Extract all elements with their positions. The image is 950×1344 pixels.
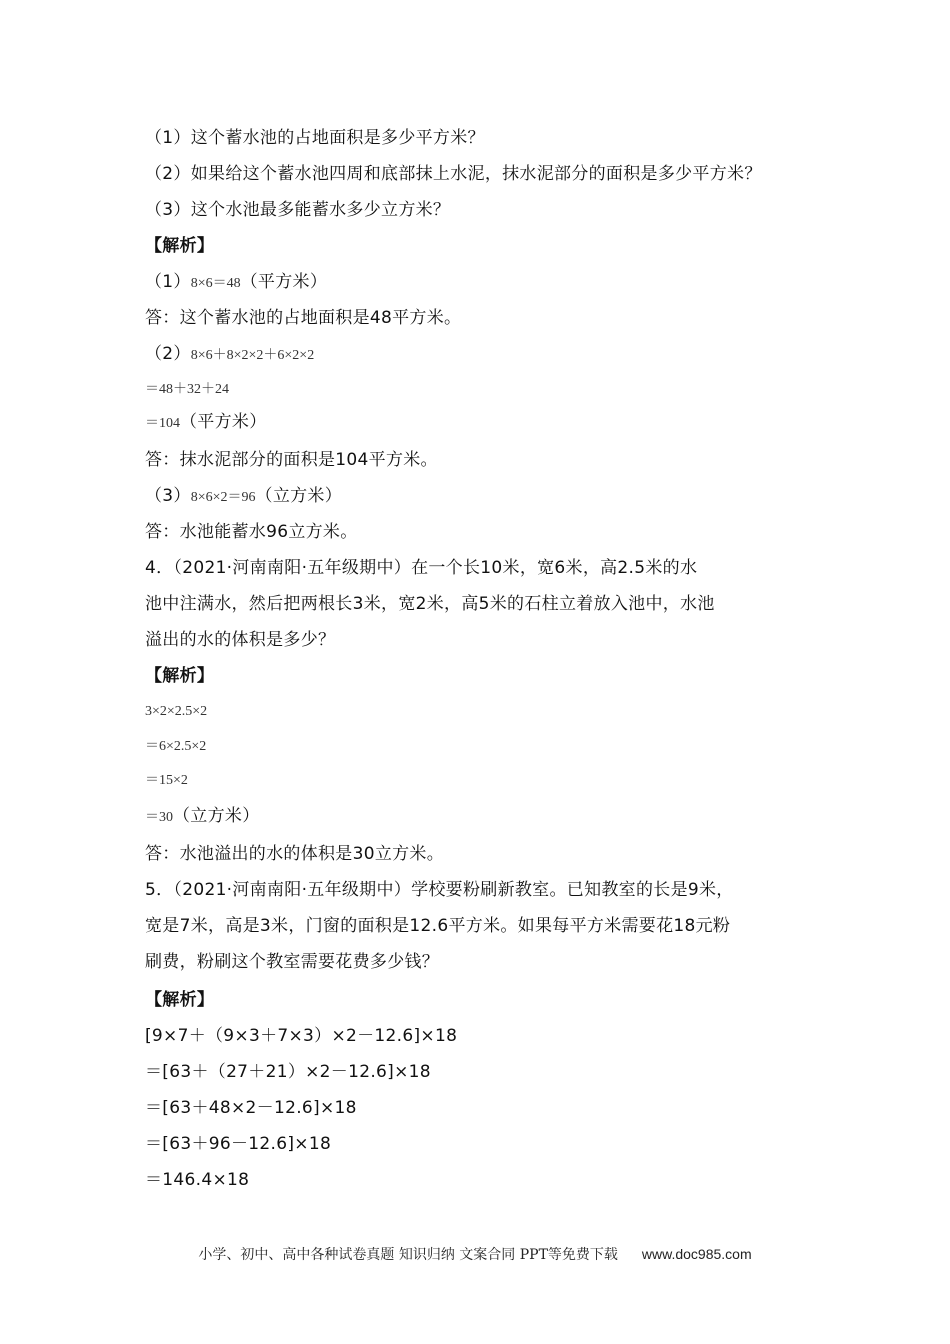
solution-label: （3） [145,486,191,506]
solution-2-result [145,410,267,436]
analysis-heading: 【解析】 [145,990,215,1010]
footer-link[interactable]: www.doc985.com [641,1246,752,1262]
unit-label: （平方米） [180,412,267,432]
solution-1 [145,270,327,296]
solution-3 [145,484,342,510]
question-2: （2）如果给这个蓄水池四周和底部抹上水泥，抹水泥部分的面积是多少平方米？ [145,164,762,184]
math-expression: 8×6×2＝96 [190,490,256,505]
math-expression: ＝6×2.5×2 [145,739,207,754]
problem-5-step-5: ＝146.4×18 [145,1170,250,1190]
answer-3: 答：水池能蓄水96立方米。 [145,522,358,542]
math-expression: ＝48＋32＋24 [145,382,229,397]
problem-5-step-1: [9×7＋（9×3＋7×3）×2－12.6]×18 [145,1026,458,1046]
solution-label: （2） [145,344,191,364]
unit-label: （平方米） [240,272,328,292]
problem-4-step-3 [145,767,188,793]
solution-2 [145,342,314,368]
math-expression: ＝104 [145,416,180,431]
page-footer [0,1244,950,1264]
problem-4-line-3: 溢出的水的体积是多少？ [145,630,336,650]
problem-5-line-3: 刷费，粉刷这个教室需要花费多少钱？ [145,952,440,972]
solution-label: （1） [145,272,191,292]
problem-5-step-4: ＝[63＋96－12.6]×18 [145,1134,332,1154]
analysis-heading: 【解析】 [145,666,215,686]
unit-label: （立方米） [173,806,260,826]
solution-2-step [145,376,229,402]
problem-5-line-2: 宽是7米，高是3米，门窗的面积是12.6平方米。如果每平方米需要花18元粉 [145,916,731,936]
unit-label: （立方米） [255,486,343,506]
problem-4-line-2: 池中注满水，然后把两根长3米，宽2米，高5米的石柱立着放入池中，水池 [145,594,715,614]
math-expression: ＝15×2 [145,773,188,788]
problem-5-step-3: ＝[63＋48×2－12.6]×18 [145,1098,357,1118]
question-1: （1）这个蓄水池的占地面积是多少平方米？ [145,128,485,148]
math-expression: ＝30 [145,810,173,825]
analysis-heading: 【解析】 [145,236,215,256]
problem-5-step-2: ＝[63＋（27＋21）×2－12.6]×18 [145,1062,431,1082]
answer-1: 答：这个蓄水池的占地面积是48平方米。 [145,308,462,328]
problem-4-step-1 [145,698,207,724]
answer-4: 答：水池溢出的水的体积是30立方米。 [145,844,445,864]
footer-text: 小学、初中、高中各种试卷真题 知识归纳 文案合同 PPT等免费下载 [198,1247,618,1263]
math-expression: 8×6＋8×2×2＋6×2×2 [190,348,315,363]
math-expression: 8×6＝48 [190,276,241,291]
problem-4-step-4 [145,804,260,830]
problem-5-line-1: 5．（2021·河南南阳·五年级期中）学校要粉刷新教室。已知教室的长是9米， [145,880,734,900]
problem-4-line-1: 4．（2021·河南南阳·五年级期中）在一个长10米，宽6米，高2.5米的水 [145,558,698,578]
math-expression: 3×2×2.5×2 [145,704,208,719]
answer-2: 答：抹水泥部分的面积是104平方米。 [145,450,438,470]
problem-4-step-2 [145,733,206,759]
question-3: （3）这个水池最多能蓄水多少立方米？ [145,200,451,220]
